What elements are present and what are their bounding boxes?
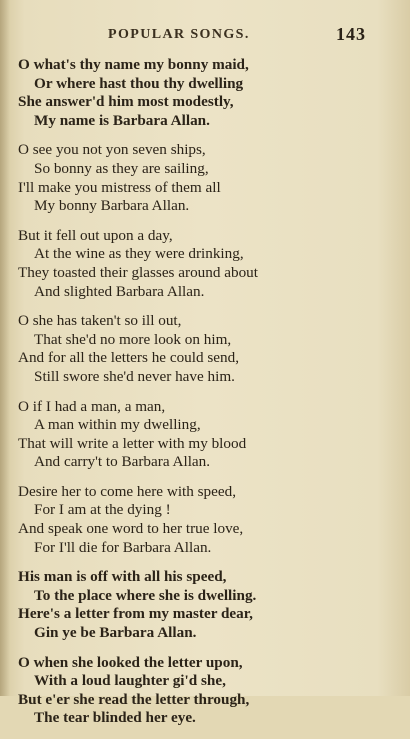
stanza xyxy=(18,398,402,472)
verse-line: O see you not yon seven ships, xyxy=(18,141,206,159)
verse-line: For I'll die for Barbara Allan. xyxy=(34,538,212,556)
stanza xyxy=(18,568,402,642)
verse-line: For I am at the dying ! xyxy=(34,501,171,519)
verse-line: O if I had a man, a man, xyxy=(18,397,166,415)
verse-line: But e'er she read the letter through, xyxy=(18,690,250,708)
stanza xyxy=(18,654,402,728)
verse-line: They toasted their glasses around about xyxy=(18,263,258,281)
song-text xyxy=(18,56,402,739)
verse-line: O what's thy name my bonny maid, xyxy=(18,56,249,73)
verse-line: And speak one word to her true love, xyxy=(18,520,244,538)
verse-line: And slighted Barbara Allan. xyxy=(34,282,205,300)
verse-line: Desire her to come here with speed, xyxy=(18,482,237,500)
running-title: POPULAR SONGS. xyxy=(108,27,250,42)
verse-line: O she has taken't so ill out, xyxy=(18,312,182,330)
stanza xyxy=(18,141,402,215)
verse-line: My name is Barbara Allan. xyxy=(34,111,210,129)
stanza xyxy=(18,56,402,130)
verse-line: She answer'd him most modestly, xyxy=(18,93,234,111)
verse-line: That will write a letter with my blood xyxy=(18,434,247,452)
verse-line: O when she looked the letter upon, xyxy=(18,653,243,671)
verse-line: The tear blinded her eye. xyxy=(34,709,196,727)
verse-line: Or where hast thou thy dwelling xyxy=(34,74,244,92)
verse-line: Gin ye be Barbara Allan. xyxy=(34,624,197,642)
verse-line: I'll make you mistress of them all xyxy=(18,178,221,196)
page-header xyxy=(0,24,410,47)
verse-line: Here's a letter from my master dear, xyxy=(18,605,253,623)
verse-line: And for all the letters he could send, xyxy=(18,349,239,367)
verse-line: So bonny as they are sailing, xyxy=(34,159,209,177)
verse-line: And carry't to Barbara Allan. xyxy=(34,453,211,471)
verse-line: My bonny Barbara Allan. xyxy=(34,197,190,215)
verse-line: A man within my dwelling, xyxy=(34,416,201,434)
stanza xyxy=(18,312,402,386)
stanza xyxy=(18,483,402,557)
verse-line: At the wine as they were drinking, xyxy=(34,245,244,263)
verse-line: With a loud laughter gi'd she, xyxy=(34,672,226,690)
stanza xyxy=(18,227,402,301)
verse-line: To the place where she is dwelling. xyxy=(34,586,257,604)
page-edge-shadow xyxy=(0,0,10,696)
verse-line: But it fell out upon a day, xyxy=(18,226,173,244)
verse-line: That she'd no more look on him, xyxy=(34,330,232,348)
page-number: 143 xyxy=(336,24,366,44)
verse-line: Still swore she'd never have him. xyxy=(34,367,235,385)
verse-line: His man is off with all his speed, xyxy=(18,568,227,586)
